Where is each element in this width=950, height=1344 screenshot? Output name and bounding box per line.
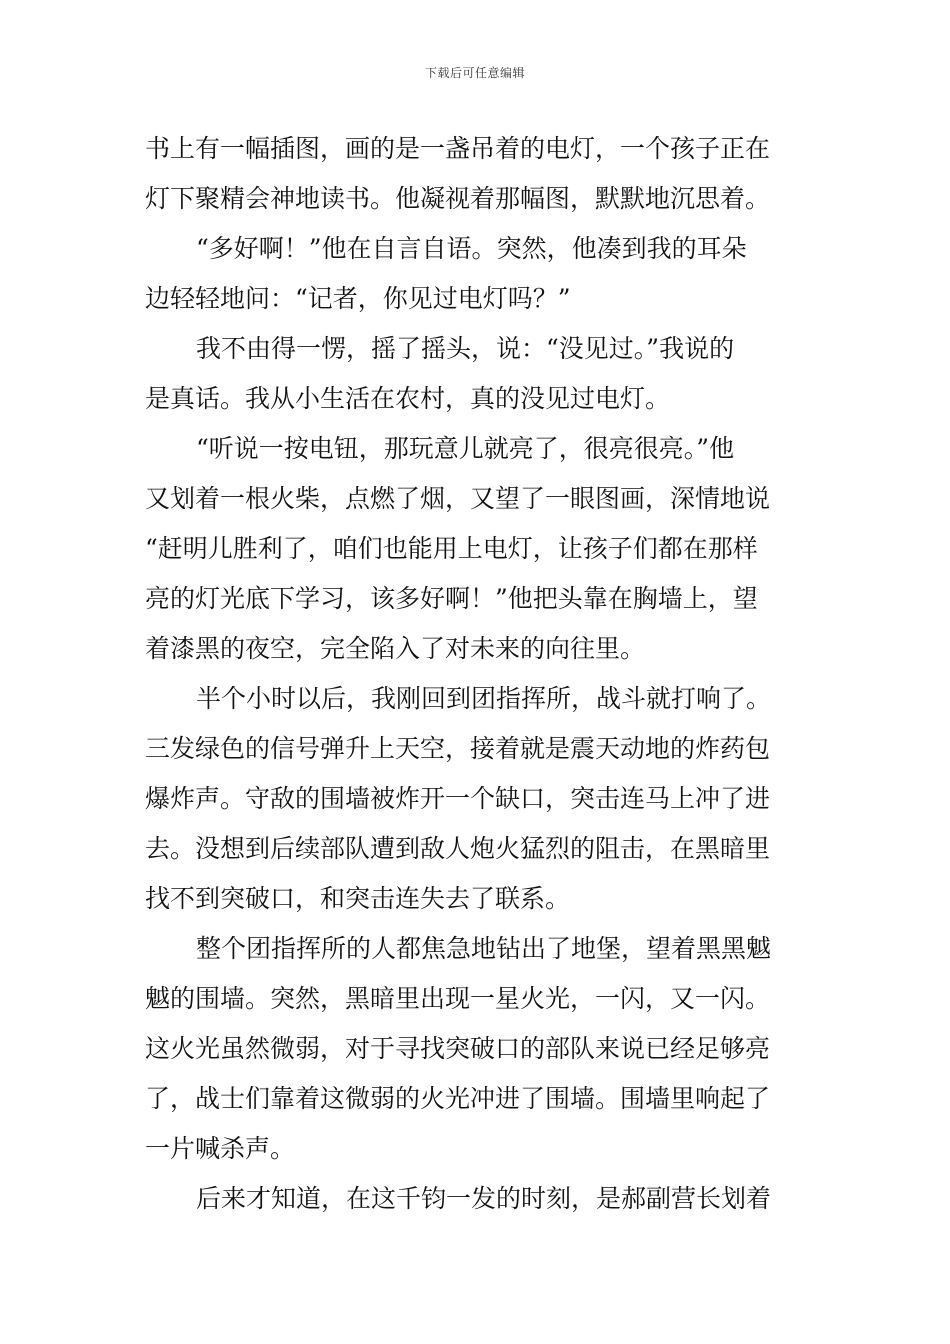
text-line: 整个团指挥所的人都焦急地钻出了地堡，望着黑黑魆 <box>196 934 772 963</box>
text-line: 亮的灯光底下学习，该多好啊！”他把头靠在胸墙上，望 <box>145 584 758 613</box>
text-line: 半个小时以后，我刚回到团指挥所，战斗就打响了。 <box>196 684 772 713</box>
text-line: 是真话。我从小生活在农村，真的没见过电灯。 <box>145 384 671 413</box>
text-line: 一片喊杀声。 <box>145 1134 296 1163</box>
text-line: 又划着一根火柴，点燃了烟，又望了一眼图画，深情地说 <box>145 484 771 513</box>
text-line: 书上有一幅插图，画的是一盏吊着的电灯，一个孩子正在 <box>145 134 771 163</box>
text-line: 找不到突破口，和突击连失去了联系。 <box>145 884 571 913</box>
text-line: 三发绿色的信号弹升上天空，接着就是震天动地的炸药包 <box>145 734 771 763</box>
text-line: “赶明儿胜利了，咱们也能用上电灯，让孩子们都在那样 <box>145 534 758 563</box>
text-line: 了，战士们靠着这微弱的火光冲进了围墙。围墙里响起了 <box>145 1084 771 1113</box>
document-body <box>145 124 810 1224</box>
text-line: 后来才知道，在这千钧一发的时刻，是郝副营长划着 <box>196 1184 772 1213</box>
page-header-note: 下载后可任意编辑 <box>424 66 525 80</box>
text-line: 边轻轻地问：“记者，你见过电灯吗？” <box>145 284 571 313</box>
text-line: 爆炸声。守敌的围墙被炸开一个缺口，突击连马上冲了进 <box>145 784 771 813</box>
text-line: 我不由得一愣，摇了摇头，说：“没见过。”我说的 <box>196 334 735 363</box>
text-line: 灯下聚精会神地读书。他凝视着那幅图，默默地沉思着。 <box>145 184 771 213</box>
text-line: “听说一按电钮，那玩意儿就亮了，很亮很亮。”他 <box>196 434 735 463</box>
text-line: 魆的围墙。突然，黑暗里出现一星火光，一闪，又一闪。 <box>145 984 771 1013</box>
text-line: 去。没想到后续部队遭到敌人炮火猛烈的阻击，在黑暗里 <box>145 834 771 863</box>
text-line: 这火光虽然微弱，对于寻找突破口的部队来说已经足够亮 <box>145 1034 771 1063</box>
text-line: 着漆黑的夜空，完全陷入了对未来的向往里。 <box>145 634 646 663</box>
text-line: “多好啊！”他在自言自语。突然，他凑到我的耳朵 <box>196 234 747 263</box>
